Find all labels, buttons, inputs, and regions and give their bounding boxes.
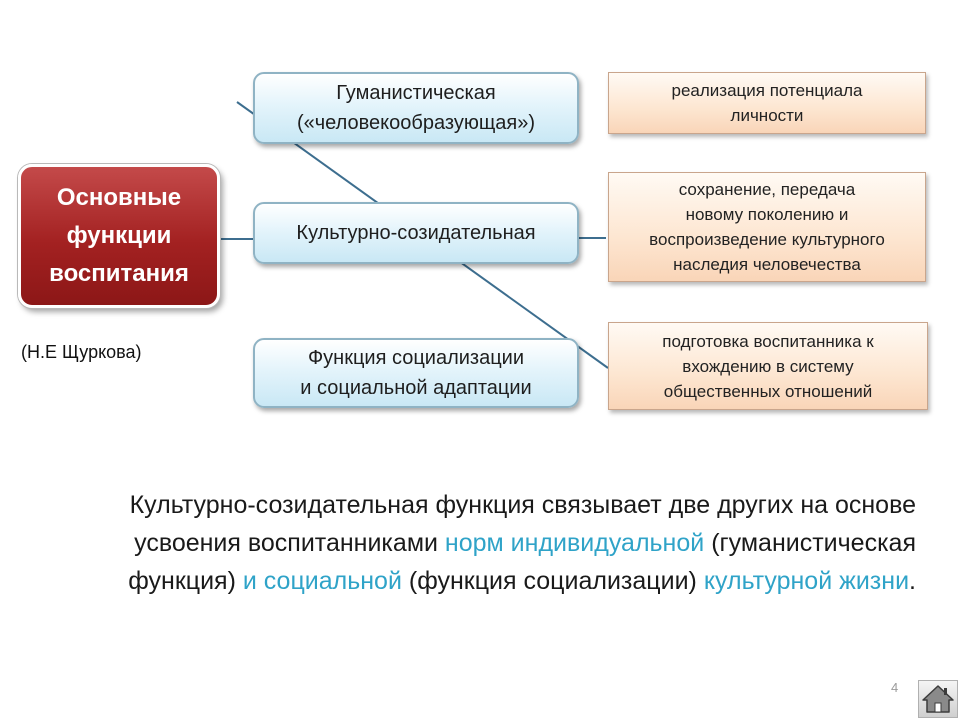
summary-text	[96, 486, 916, 600]
function-cultural-box	[253, 202, 579, 264]
description-humanistic: реализация потенциала личности	[608, 72, 926, 134]
description-cultural: сохранение, передача новому поколению и воспроизведение культурного наследия человечества	[608, 172, 926, 282]
main-functions-title: Основные функции воспитания	[49, 184, 189, 287]
function-socialization-box	[253, 338, 579, 408]
home-icon	[919, 681, 957, 717]
summary-highlight-2: и социальной	[242, 567, 402, 595]
author-label: (Н.Е Щуркова)	[21, 342, 142, 362]
summary-part-1: Культурно-созидательная функция связывает две других на основе усвоения воспитанниками	[129, 491, 916, 557]
summary-highlight-3: культурной жизни	[703, 567, 910, 595]
function-humanistic-label: Гуманистическая («человекообразующая»)	[296, 82, 536, 134]
function-humanistic-box	[253, 72, 579, 144]
summary-part-2: (гуманистическая функция)	[128, 529, 916, 595]
page-number: 4	[891, 680, 899, 695]
summary-part-3: (функция социализации)	[401, 567, 704, 595]
description-socialization: подготовка воспитанника к вхождению в систему общественных отношений	[608, 322, 928, 410]
home-button[interactable]	[918, 680, 958, 718]
main-functions-box	[18, 164, 220, 308]
summary-highlight-1: норм индивидуальной	[444, 529, 705, 557]
function-cultural-label: Культурно-созидательная	[296, 222, 536, 244]
function-socialization-label: Функция социализации и социальной адаптации	[300, 347, 532, 399]
summary-end: .	[909, 567, 916, 595]
